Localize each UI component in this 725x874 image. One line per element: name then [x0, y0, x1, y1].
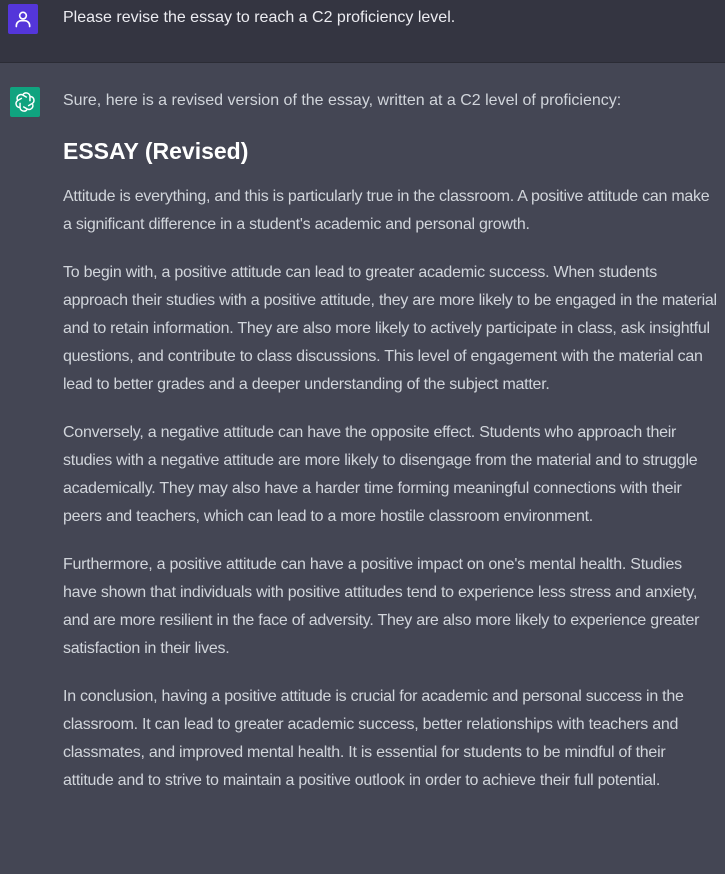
essay-paragraph-3: Conversely, a negative attitude can have the opposite effect. Students who approach their studies with a negative attitude are more likely to disengage from the material and to struggle academically. They may also have a harder time forming meaningful connections with their peers and teachers, which can lead to a more hostile classroom environment.	[63, 424, 698, 525]
essay-paragraph-2: To begin with, a positive attitude can lead to greater academic success. When students approach their studies with a positive attitude, they are more likely to be engaged in the material and to retain information. They are also more likely to actively participate in class, ask insightful questions, and contribute to class discussions. This level of engagement with the material can lead to better grades and a deeper understanding of the subject matter.	[63, 264, 717, 393]
user-message-row	[0, 0, 725, 63]
user-message-text: Please revise the essay to reach a C2 proficiency level.	[63, 9, 456, 26]
assistant-intro-text: Sure, here is a revised version of the essay, written at a C2 level of proficiency:	[63, 92, 622, 109]
assistant-message-content	[63, 89, 718, 795]
essay-paragraph-1: Attitude is everything, and this is particularly true in the classroom. A positive attitude can make a significant difference in a student's academic and personal growth.	[63, 188, 710, 233]
essay-paragraph-5: In conclusion, having a positive attitude is crucial for academic and personal success in the classroom. It can lead to greater academic success, better relationships with teachers and classmates, and improved mental health. It is essential for students to be mindful of their attitude and to strive to maintain a positive outlook in order to achieve their full potential.	[63, 688, 684, 789]
essay-title: ESSAY (Revised)	[63, 138, 249, 164]
openai-logo-icon	[14, 91, 36, 113]
user-avatar	[8, 4, 38, 34]
user-icon	[13, 9, 33, 29]
essay-paragraph-4: Furthermore, a positive attitude can have a positive impact on one's mental health. Studies have shown that individuals with positive attitudes tend to experience less stress and anxiety, and are more resilient in the face of adversity. They are also more likely to experience greater satisfaction in their lives.	[63, 556, 700, 657]
assistant-avatar	[10, 87, 40, 117]
assistant-message-row	[0, 63, 725, 874]
